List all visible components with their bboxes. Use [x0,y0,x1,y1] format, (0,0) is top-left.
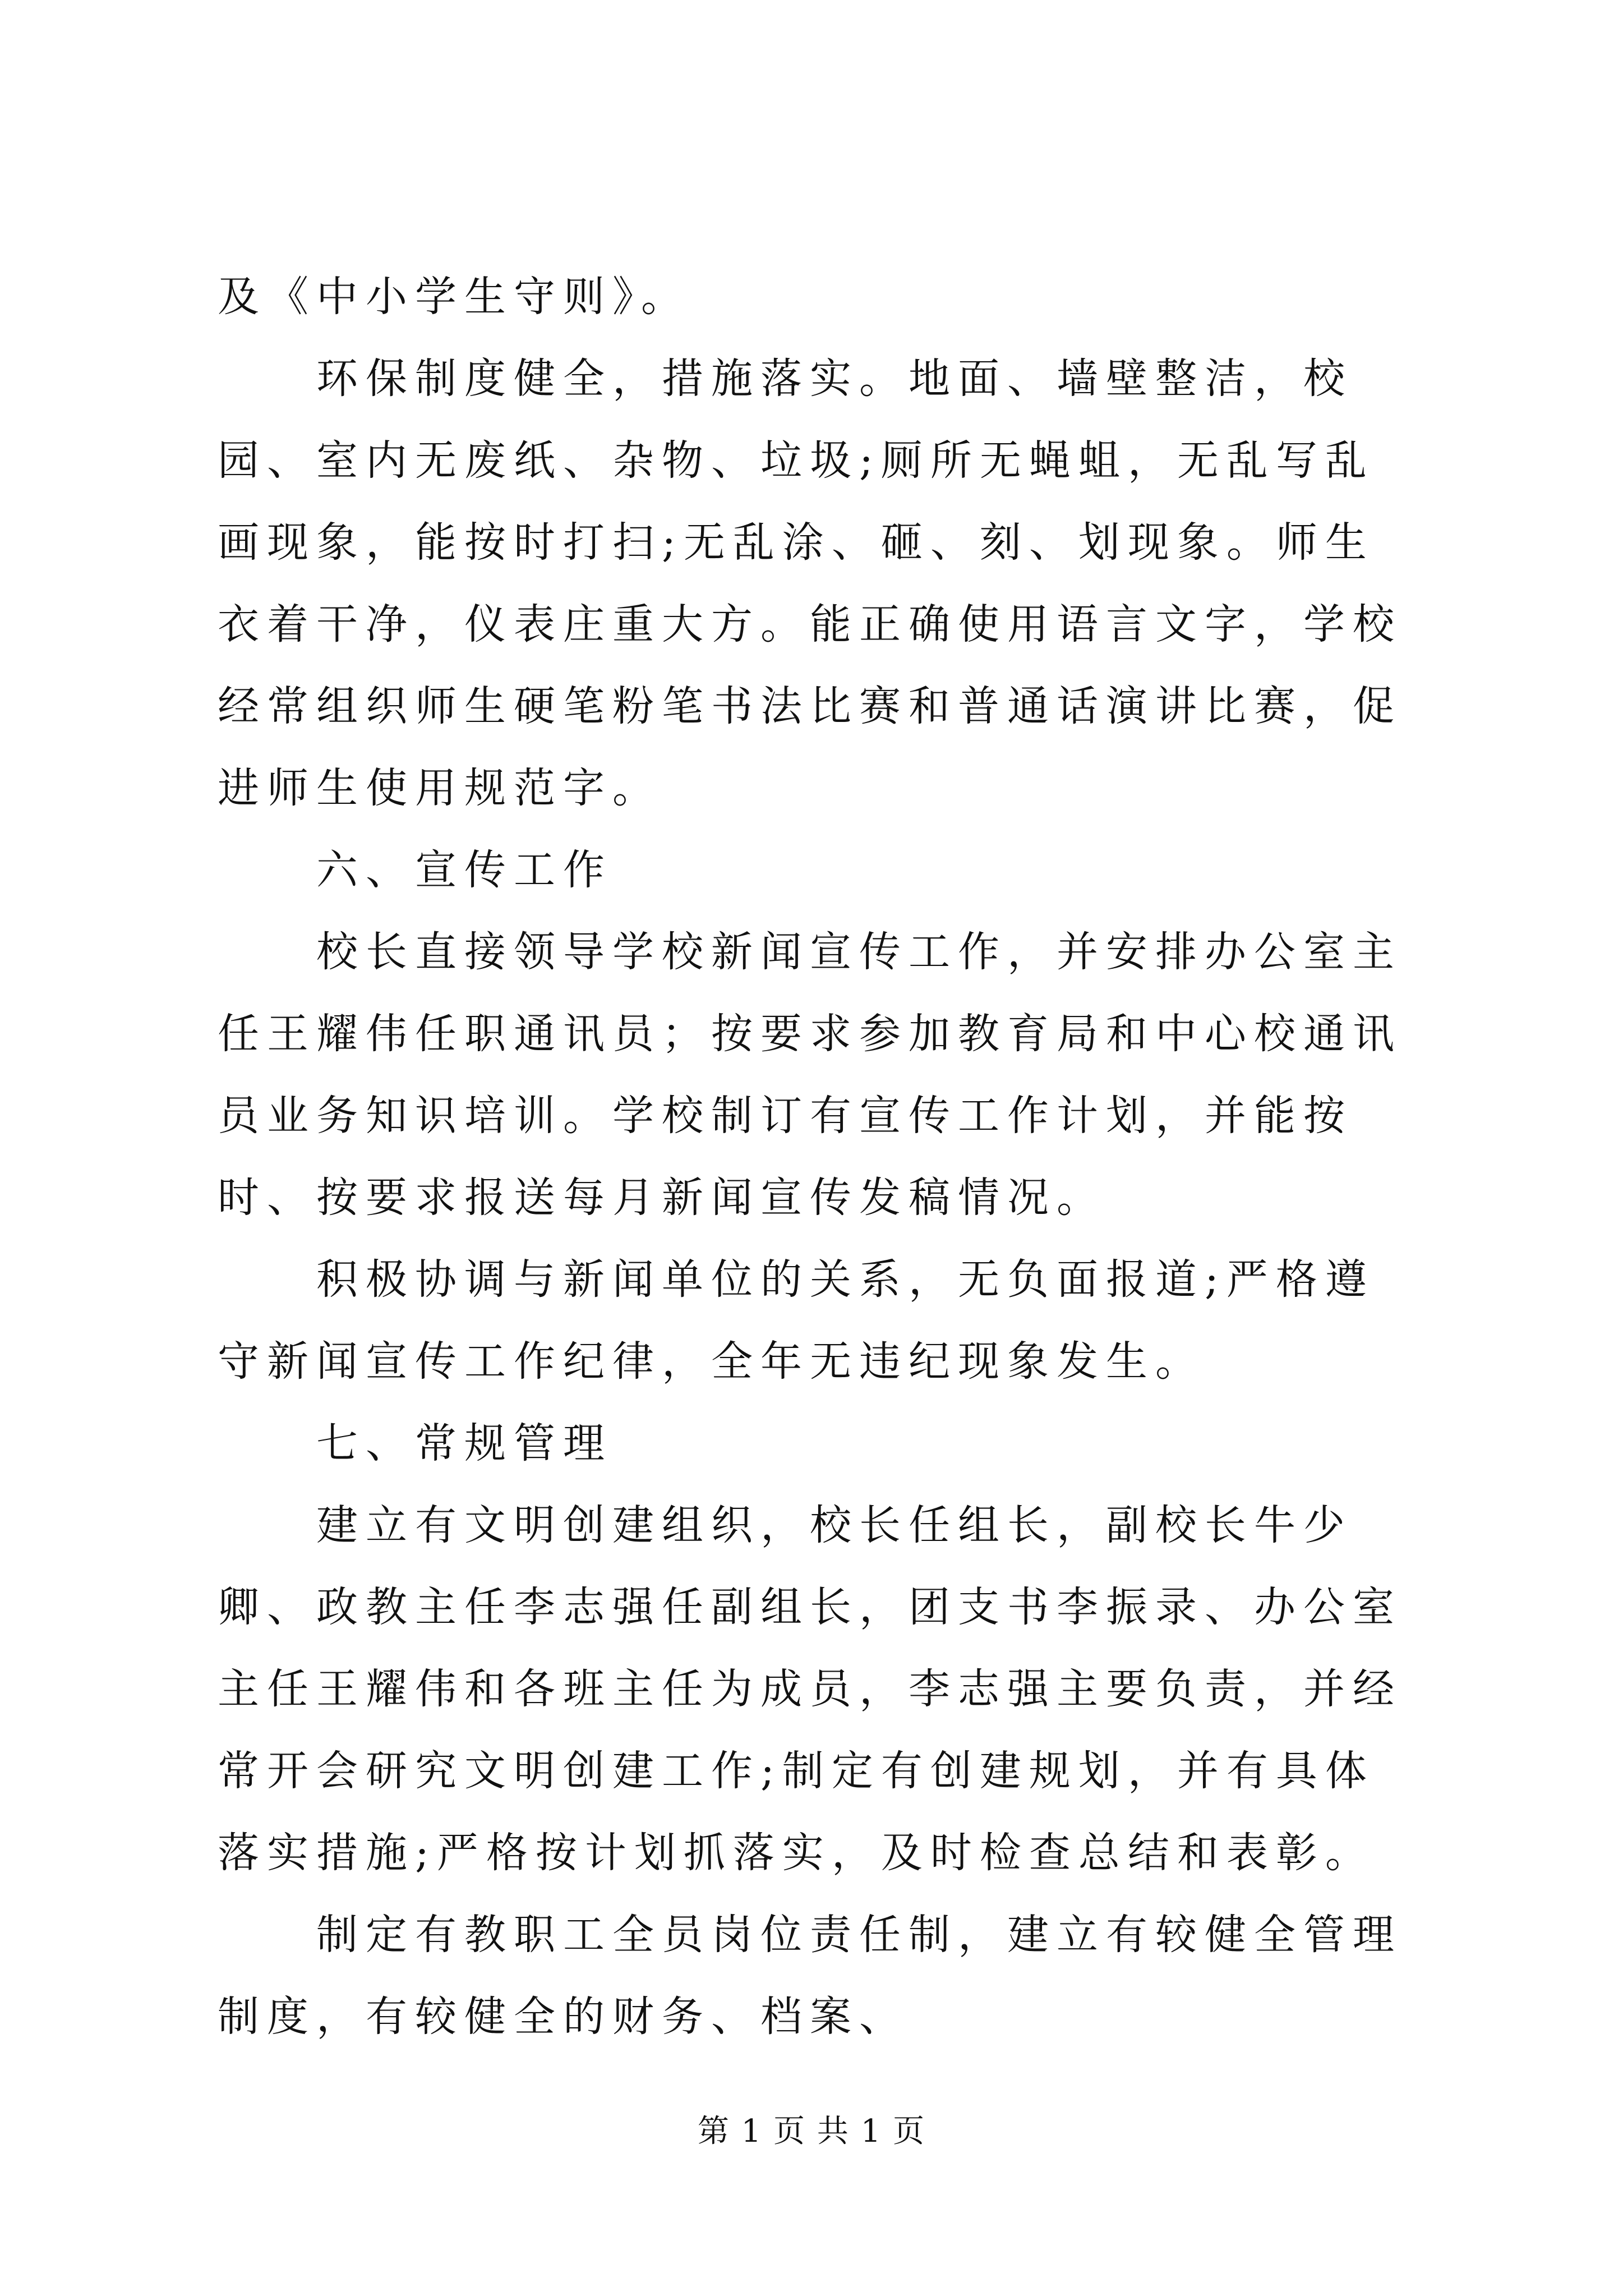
paragraph-responsibility-system: 制定有教职工全员岗位责任制，建立有较健全管理制度，有较健全的财务、档案、 [218,1911,1402,2041]
page-footer: 第 1 页 共 1 页 [697,2113,926,2150]
paragraph-closing-rules: 及《中小学生守则》。 [218,273,690,321]
heading-publicity-work: 六、宣传工作 [218,846,612,894]
heading-routine-management: 七、常规管理 [218,1419,612,1467]
paragraph-civilization-organization: 建立有文明创建组织，校长任组长，副校长牛少卿、政教主任李志强任副组长，团支书李振录、办公室主任王耀伟和各班主任为成员，李志强主要负责，并经常开会研究文明创建工作;制定有创建规划，并有具体落实措施;严格按计划抓落实，及时检查总结和表彰。 [218,1501,1402,1877]
paragraph-environment: 环保制度健全，措施落实。地面、墙壁整洁，校园、室内无废纸、杂物、垃圾;厕所无蝇蛆，无乱写乱画现象，能按时打扫;无乱涂、砸、刻、划现象。师生衣着干净，仪表庄重大方。能正确使用语言文字，学校经常组织师生硬笔粉笔书法比赛和普通话演讲比赛，促进师生使用规范字。 [218,355,1402,812]
paragraph-media-relations: 积极协调与新闻单位的关系，无负面报道;严格遵守新闻宣传工作纪律，全年无违纪现象发生。 [218,1255,1375,1386]
paragraph-publicity-leadership: 校长直接领导学校新闻宣传工作，并安排办公室主任王耀伟任职通讯员；按要求参加教育局和中心校通讯员业务知识培训。学校制订有宣传工作计划，并能按时、按要求报送每月新闻宣传发稿情况。 [218,928,1402,1222]
document-body [218,256,1418,2058]
